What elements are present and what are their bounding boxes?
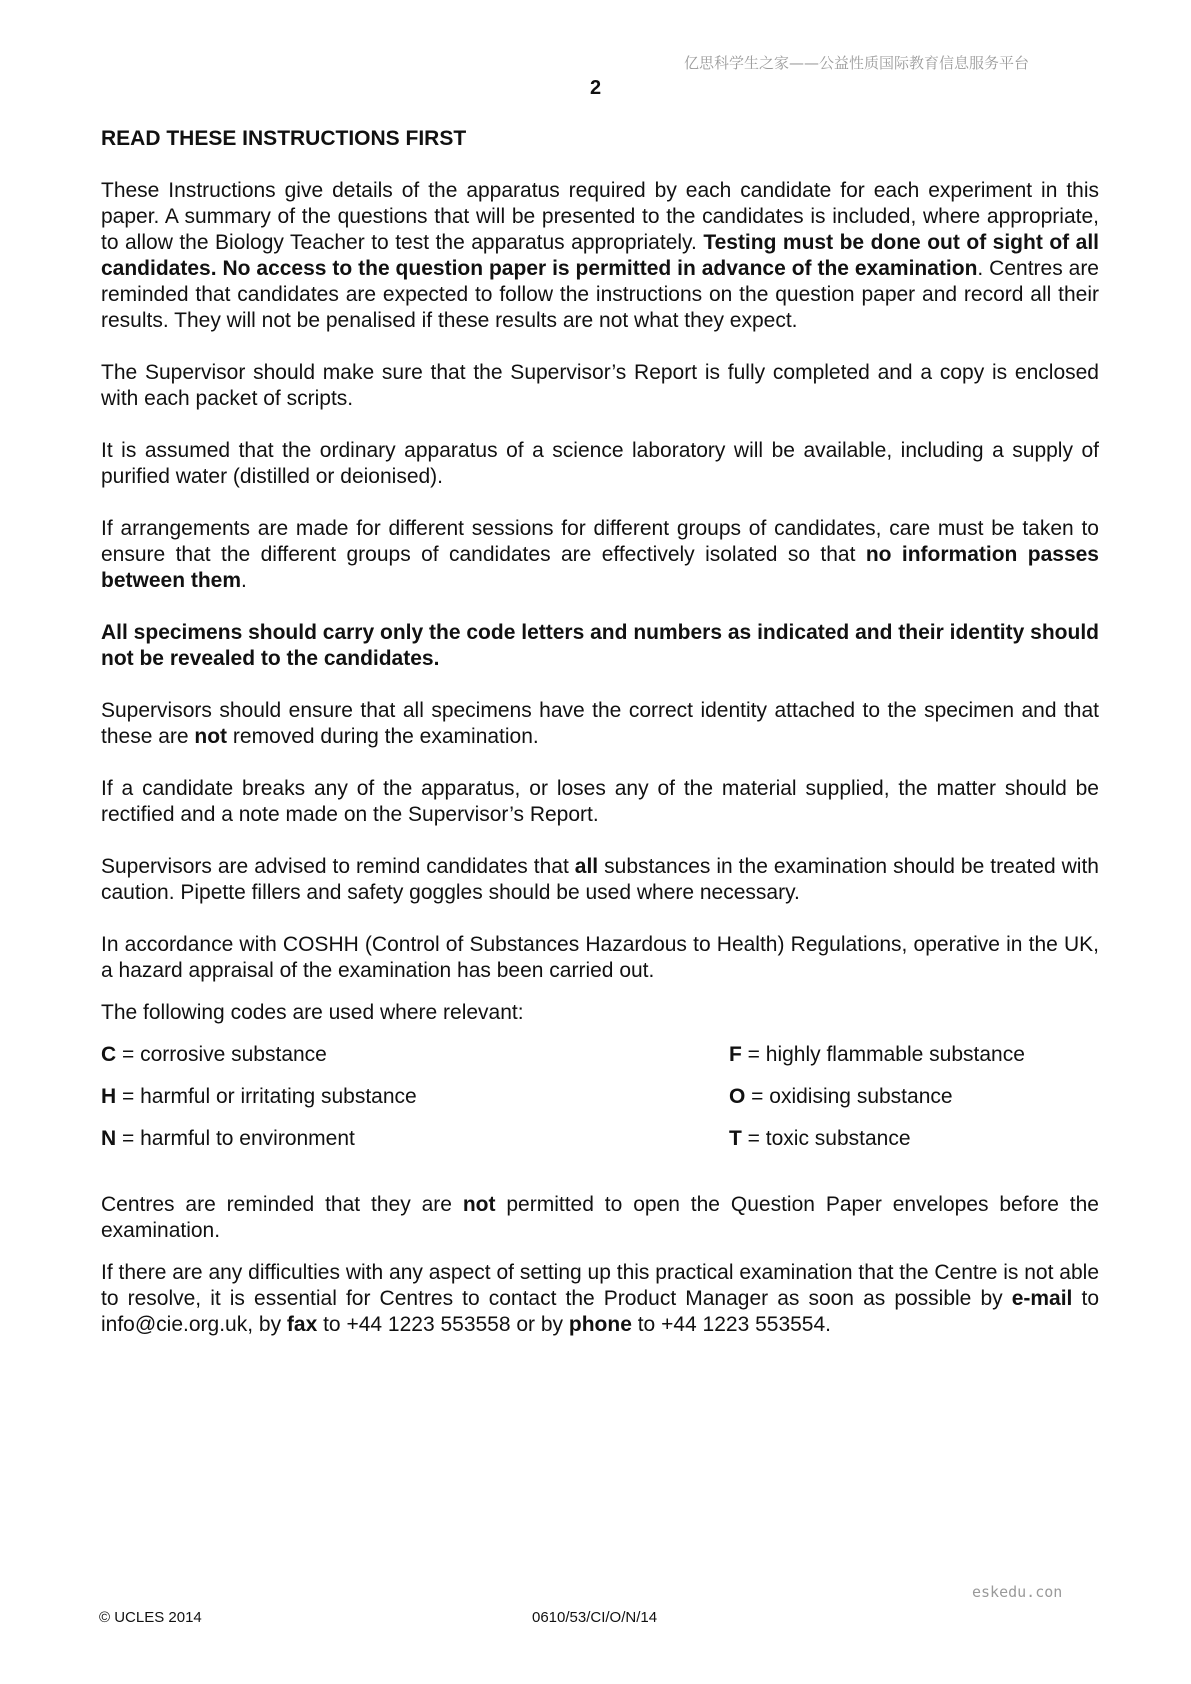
hazard-code-item bbox=[729, 1084, 1099, 1110]
paragraph-contact bbox=[101, 1260, 1099, 1338]
p12-text-c: to info@cie.org.uk, by bbox=[101, 1287, 1099, 1336]
p11-bold: not bbox=[462, 1193, 496, 1216]
p8-text-c: substances in the examination should be treated with caution. Pipette fillers and safety goggles should be used where necessary. bbox=[101, 855, 1099, 904]
p5-bold: All specimens should carry only the code letters and numbers as indicated and their identity should not be revealed to the candidates. bbox=[101, 621, 1099, 670]
hazard-code-letter: C bbox=[101, 1043, 117, 1066]
hazard-code-item bbox=[101, 1042, 729, 1068]
paragraph-breakage: If a candidate breaks any of the apparatus, or loses any of the material supplied, the matter should be rectified and a note made on the Supervisor’s Report. bbox=[101, 777, 1099, 826]
hazard-code-letter: N bbox=[101, 1127, 117, 1150]
hazard-code-item bbox=[101, 1084, 729, 1110]
hazard-code-letter: O bbox=[729, 1085, 746, 1108]
p11-text-c: permitted to open the Question Paper envelopes before the examination. bbox=[101, 1193, 1099, 1242]
p1-text-c: . Centres are reminded that candidates are expected to follow the instructions on the question paper and record all their results. They will not be penalised if these results are not what they expect. bbox=[101, 257, 1099, 332]
hazard-code-letter: F bbox=[729, 1043, 742, 1066]
p4-text-a: If arrangements are made for different sessions for different groups of candidates, care must be taken to ensure that the different groups of candidates are effectively isolated so that bbox=[101, 517, 1099, 566]
p8-bold: all bbox=[574, 855, 599, 878]
paragraph-ordinary-apparatus: It is assumed that the ordinary apparatus of a science laboratory will be available, including a supply of purified water (distilled or deionised). bbox=[101, 439, 1099, 488]
p12-bold-fax: fax bbox=[286, 1313, 318, 1336]
p6-bold: not bbox=[194, 725, 228, 748]
p12-text-g: to +44 1223 553554. bbox=[631, 1313, 831, 1336]
page-number: 2 bbox=[589, 77, 602, 99]
paragraph-apparatus bbox=[101, 178, 1099, 334]
hazard-code-item bbox=[101, 1126, 729, 1152]
p1-text-a: These Instructions give details of the apparatus required by each candidate for each experiment in this paper. A summary of the questions that will be presented to the candidates is included, where appropriate, to allow the Biology Teacher to test the apparatus appropriately. bbox=[101, 179, 1099, 254]
p6-text-c: removed during the examination. bbox=[227, 725, 539, 748]
p4-text-c: . bbox=[241, 569, 247, 592]
paragraph-caution bbox=[101, 854, 1099, 906]
p12-text-a: If there are any difficulties with any aspect of setting up this practical examination that the Centre is not able to resolve, it is essential for Centres to contact the Product Manager as soon as possible by bbox=[101, 1261, 1099, 1310]
header-watermark: 亿思科学生之家——公益性质国际教育信息服务平台 bbox=[684, 54, 1030, 72]
p1-bold-testing: Testing must be done out of sight of all candidates. No access to the question paper is permitted in advance of the examination bbox=[101, 231, 1099, 280]
p12-text-e: to +44 1223 553558 or by bbox=[317, 1313, 569, 1336]
hazard-code-letter: H bbox=[101, 1085, 117, 1108]
footer-paper-code: 0610/53/CI/O/N/14 bbox=[532, 1609, 658, 1626]
footer-watermark: eskedu.con bbox=[972, 1583, 1063, 1601]
p8-text-a: Supervisors are advised to remind candidates that bbox=[101, 855, 575, 878]
hazard-code-text: = harmful or irritating substance bbox=[116, 1085, 417, 1108]
hazard-codes bbox=[101, 1042, 1099, 1152]
paragraph-specimen-identity bbox=[101, 698, 1099, 750]
paragraph-envelopes bbox=[101, 1192, 1099, 1244]
p11-text-a: Centres are reminded that they are bbox=[101, 1193, 463, 1216]
hazard-code-letter: T bbox=[729, 1127, 742, 1150]
hazard-code-text: = corrosive substance bbox=[116, 1043, 327, 1066]
hazard-code-item bbox=[729, 1042, 1099, 1068]
paragraph-supervisor-report: The Supervisor should make sure that the Supervisor’s Report is fully completed and a copy is enclosed with each packet of scripts. bbox=[101, 361, 1099, 410]
p6-text-a: Supervisors should ensure that all specimens have the correct identity attached to the specimen and that these are bbox=[101, 699, 1099, 748]
hazard-code-item bbox=[729, 1126, 1099, 1152]
paragraph-specimens-bold bbox=[101, 620, 1099, 672]
hazard-code-text: = highly flammable substance bbox=[741, 1043, 1025, 1066]
hazard-code-text: = toxic substance bbox=[741, 1127, 911, 1150]
paragraph-sessions bbox=[101, 516, 1099, 594]
paragraph-coshh: In accordance with COSHH (Control of Substances Hazardous to Health) Regulations, operative in the UK, a hazard appraisal of the examination has been carried out. bbox=[101, 933, 1099, 982]
page-heading: READ THESE INSTRUCTIONS FIRST bbox=[101, 127, 467, 150]
footer-copyright: © UCLES 2014 bbox=[99, 1609, 202, 1626]
p4-bold: no information passes between them bbox=[101, 543, 1099, 592]
hazard-code-text: = oxidising substance bbox=[745, 1085, 953, 1108]
instructions-body bbox=[101, 126, 1099, 1364]
hazard-code-text: = harmful to environment bbox=[116, 1127, 355, 1150]
paragraph-codes-intro: The following codes are used where relevant: bbox=[101, 1001, 524, 1024]
p12-bold-phone: phone bbox=[568, 1313, 632, 1336]
p12-bold-email: e-mail bbox=[1011, 1287, 1073, 1310]
